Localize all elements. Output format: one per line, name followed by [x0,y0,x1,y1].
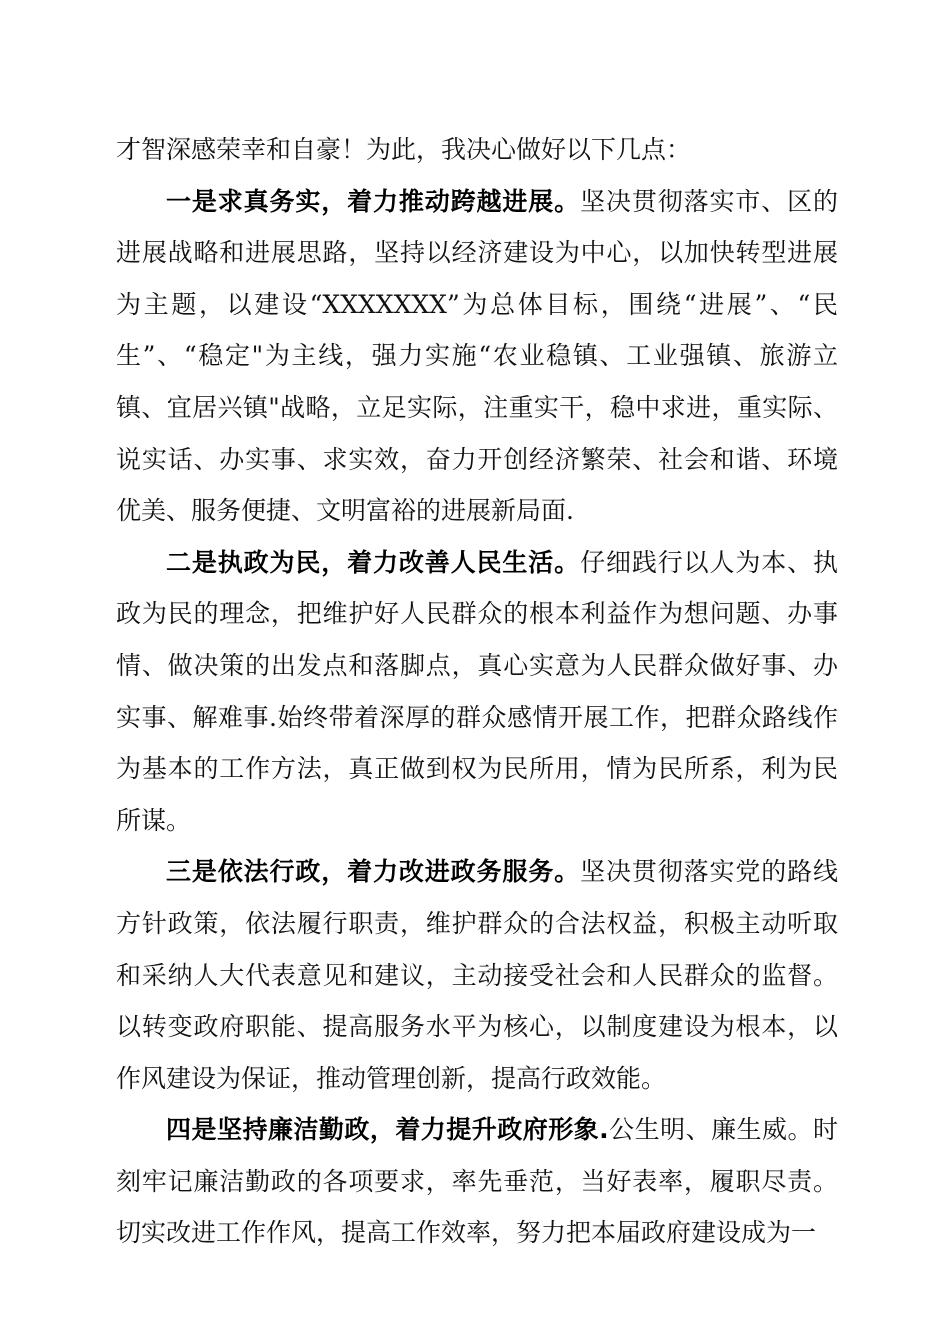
paragraph-heading: 二是执政为民，着力改善人民生活。 [166,547,581,577]
paragraph-heading: 一是求真务实，着力推动跨越进展。 [166,186,581,216]
document-body [116,124,838,1259]
paragraph-point-three [116,846,838,1104]
paragraph-intro [116,124,838,176]
paragraph-heading: 四是坚持廉洁勤政，着力提升政府形象. [166,1115,609,1145]
paragraph-text: 仔细践行以人为本、执政为民的理念，把维护好人民群众的根本利益作为想问题、办事情、做决策的出发点和落脚点，真心实意为人民群众做好事、办实事、解难事.始终带着深厚的群众感情开展工作，把群众路线作为基本的工作方法，真正做到权为民所用，情为民所系，利为民所谋。 [116,547,838,835]
paragraph-point-four [116,1104,838,1259]
paragraph-heading: 三是依法行政，着力改进政务服务。 [166,857,581,887]
paragraph-point-two [116,537,838,847]
paragraph-text: 才智深感荣幸和自豪！为此，我决心做好以下几点： [116,135,692,164]
paragraph-text: 坚决贯彻落实市、区的进展战略和进展思路，坚持以经济建设为中心，以加快转型进展为主题，以建设“XXXXXXX”为总体目标，围绕“进展”、“民生”、“稳定"为主线，强力实施“农业稳镇、工业强镇、旅游立镇、宜居兴镇"战略，立足实际，注重实干，稳中求进，重实际、说实话、办实事、求实效，奋力开创经济繁荣、社会和谐、环境优美、服务便捷、文明富裕的进展新局面. [116,186,838,526]
paragraph-point-one [116,176,838,537]
paragraph-text: 公生明、廉生威。时刻牢记廉洁勤政的各项要求，率先垂范，当好表率，履职尽责。切实改进工作作风，提高工作效率，努力把本届政府建设成为一 [116,1115,838,1248]
paragraph-text: 坚决贯彻落实党的路线方针政策，依法履行职责，维护群众的合法权益，积极主动听取和采纳人大代表意见和建议，主动接受社会和人民群众的监督。以转变政府职能、提高服务水平为核心，以制度建设为根本，以作风建设为保证，推动管理创新，提高行政效能。 [116,857,838,1093]
